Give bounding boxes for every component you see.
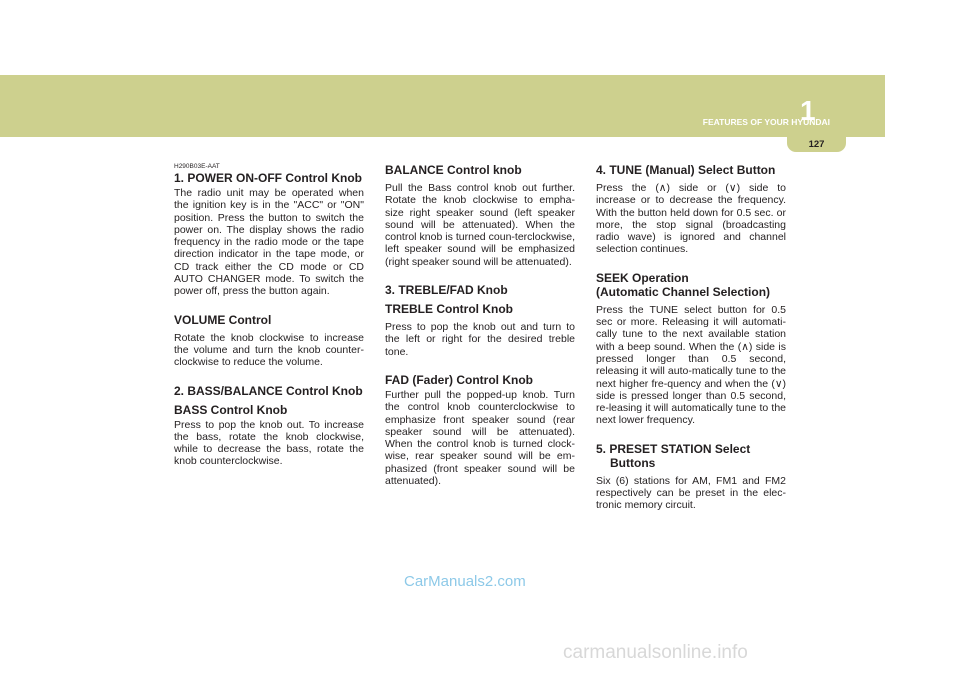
page-number-tab [787, 137, 846, 152]
fad-text: Further pull the popped-up knob. Turn the control knob counterclockwise to emphasize front speaker sound (rear speaker sound will be attenuated). When the control knob is turned clock-wise, rear speaker sound will be em-phasized (front speaker sound will be attenuated). [385, 388, 575, 488]
treble-fad-heading: 3. TREBLE/FAD Knob [385, 283, 508, 298]
treble-heading: TREBLE Control Knob [385, 302, 513, 317]
watermark-carmanuals2: CarManuals2.com [404, 573, 526, 590]
column-1 [174, 163, 364, 483]
power-heading: 1. POWER ON-OFF Control Knob [174, 171, 362, 185]
balance-heading: BALANCE Control knob [385, 163, 522, 177]
volume-text: Rotate the knob clockwise to increase the volume and turn the knob counter-clockwise to reduce the volume. [174, 331, 364, 369]
tune-text: Press the (∧) side or (∨) side to increase or to decrease the frequency. With the button held down for 0.5 sec. or more, the stop signal (broadcasting radio wave) is ignored and channel selection continues. [596, 182, 786, 256]
chapter-number: 1 [800, 95, 816, 126]
balance-text: Pull the Bass control knob out further. Rotate the knob clockwise to empha-size right speaker sound (left speaker sound will be attenuated). When the control knob is turned coun-terclockwise, left speaker sound will be emphasized (right speaker sound will be attenuated). [385, 182, 575, 268]
tune-heading: 4. TUNE (Manual) Select Button [596, 163, 776, 177]
seek-heading-line1: SEEK Operation [596, 270, 689, 285]
treble-text: Press to pop the knob out and turn to the left or right for the desired treble tone. [385, 321, 575, 358]
column-2 [385, 163, 575, 502]
section-code: H290B03E-AAT [174, 163, 220, 170]
power-text: The radio unit may be operated when the ignition key is in the "ACC" or "ON" position. Press the button to switch the power on. The display shows the radio frequency in the radio mode or the tape direction indicator in the tape mode, or CD track either the CD mode or CD AUTO CHANGER mode. To switch the power off, press the button again. [174, 187, 364, 298]
seek-text: Press the TUNE select button for 0.5 sec or more. Releasing it will automati-cally tune to the next available station with a beep sound. When the (∧) side is pressed longer than 0.5 second, releasing it will auto-matically tune to the next higher fre-quency and when the (∨) side is pressed longer than 0.5 second, re-leasing it will automatically tune to the next lower frequency. [596, 303, 786, 427]
seek-heading-line2: (Automatic Channel Selection) [596, 284, 771, 299]
fad-heading: FAD (Fader) Control Knob [385, 372, 533, 387]
column-3 [596, 163, 786, 527]
watermark-carmanualsonline: carmanualsonline.info [563, 642, 748, 663]
bass-heading: BASS Control Knob [174, 402, 288, 417]
page-number: 127 [808, 139, 825, 150]
preset-heading: 5. PRESET STATION Select Buttons [596, 441, 751, 470]
bass-text: Press to pop the knob out. To increase the bass, rotate the knob clockwise, while to decrease the bass, rotate the knob counterclockwise. [174, 418, 364, 468]
bass-balance-heading: 2. BASS/BALANCE Control Knob [174, 383, 363, 398]
volume-heading: VOLUME Control [174, 312, 272, 327]
section-title: FEATURES OF YOUR HYUNDAI [702, 117, 830, 127]
preset-text: Six (6) stations for AM, FM1 and FM2 respectively can be preset in the elec-tronic memory circuit. [596, 474, 786, 512]
